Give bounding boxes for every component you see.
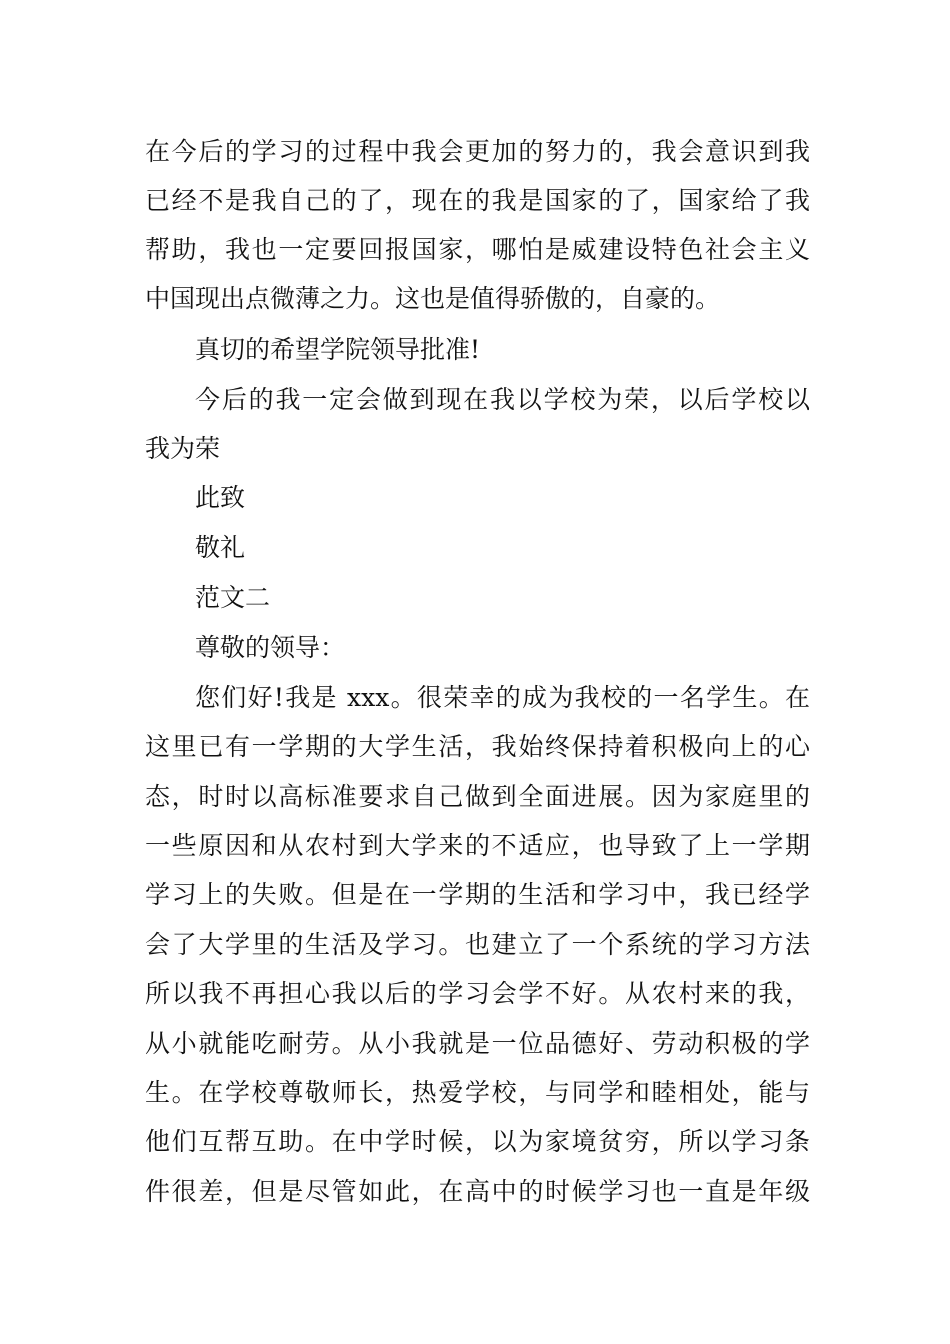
salutation: 尊敬的领导： (195, 633, 346, 662)
text-line: 今后的我一定会做到现在我以学校为荣，以后学校以 (195, 385, 810, 414)
text-line: 您们好!我是 xxx。很荣幸的成为我校的一名学生。在 (195, 683, 810, 712)
text-line: 从小就能吃耐劳。从小我就是一位品德好、劳动积极的学 (145, 1029, 810, 1058)
text-line: 在今后的学习的过程中我会更加的努力的，我会意识到我 (145, 137, 810, 166)
text-line: 生。在学校尊敬师长，热爱学校，与同学和睦相处，能与 (145, 1078, 810, 1107)
text-line: 会了大学里的生活及学习。也建立了一个系统的学习方法 (145, 930, 810, 959)
text-line: 我为荣 (145, 434, 221, 463)
text-line: 已经不是我自己的了，现在的我是国家的了，国家给了我 (145, 186, 810, 215)
text-line: 这里已有一学期的大学生活，我始终保持着积极向上的心 (145, 732, 810, 761)
text-line: 他们互帮互助。在中学时候，以为家境贫穷，所以学习条 (145, 1127, 810, 1156)
text-line: 一些原因和从农村到大学来的不适应，也导致了上一学期 (145, 831, 810, 860)
text-line: 态，时时以高标准要求自己做到全面进展。因为家庭里的 (145, 782, 810, 811)
text-line: 学习上的失败。但是在一学期的生活和学习中，我已经学 (145, 880, 810, 909)
text-line: 所以我不再担心我以后的学习会学不好。从农村来的我， (145, 979, 810, 1008)
text-line: 帮助，我也一定要回报国家，哪怕是威建设特色社会主义 (145, 235, 810, 264)
text-line: 件很差，但是尽管如此，在高中的时候学习也一直是年级 (145, 1177, 810, 1206)
text-line: 此致 (195, 483, 246, 512)
section-heading: 范文二 (195, 583, 271, 612)
text-line: 真切的希望学院领导批准! (195, 335, 481, 364)
text-line: 敬礼 (195, 533, 246, 562)
text-line: 中国现出点微薄之力。这也是值得骄傲的，自豪的。 (145, 284, 721, 313)
